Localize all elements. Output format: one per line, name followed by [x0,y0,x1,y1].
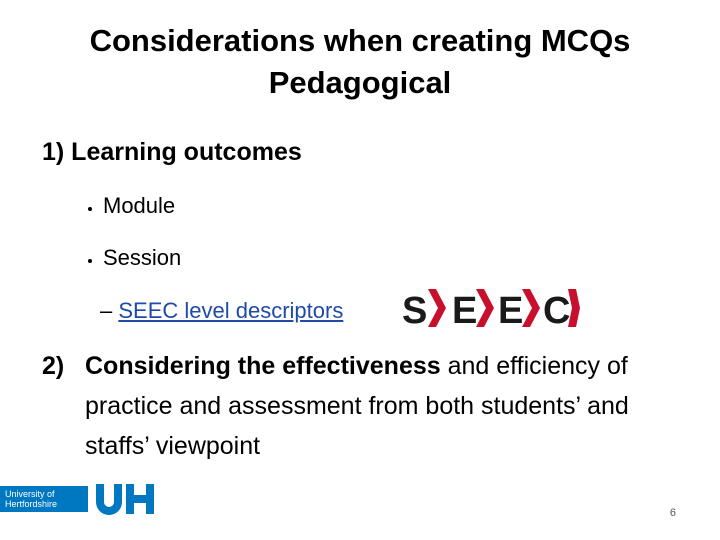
emphasis-text: Considering the effectiveness [85,352,441,380]
slide-title [0,20,720,104]
bullet-module-text: Module [103,193,176,218]
seec-letter-e1: E [452,290,478,331]
seec-letter-s: S [402,290,428,331]
seec-letter-e2: E [498,290,524,331]
seec-level-descriptors-link[interactable]: SEEC level descriptors [118,298,344,323]
title-line-1: Considerations when creating MCQs [89,23,631,58]
sub-item-seec [100,296,343,326]
logo-text-line2: Hertfordshire [5,499,58,509]
body-text: and efficiency of practice and assessment from both students’ and staffs’ viewpoint [85,352,629,460]
page-number: 6 [669,507,676,519]
bullet-dot-icon [88,207,92,211]
logo-text-line1: University of [5,489,55,499]
seec-chevron-icon [522,289,540,327]
bullet-dot-icon [88,259,92,263]
seec-chevron-icon [428,289,446,327]
uh-mark-icon [96,484,154,515]
seec-logo [402,285,582,331]
university-logo [0,482,156,516]
sub-item-dash: – [100,298,119,323]
list-number: 2) [42,352,65,380]
list-item-effectiveness-text [85,346,685,466]
list-item-learning-outcomes: 1) Learning outcomes [42,138,302,166]
title-line-2: Pedagogical [268,65,452,100]
seec-letter-c: C [543,290,571,331]
seec-chevron-icon [476,289,494,327]
bullet-session-text: Session [103,245,182,270]
